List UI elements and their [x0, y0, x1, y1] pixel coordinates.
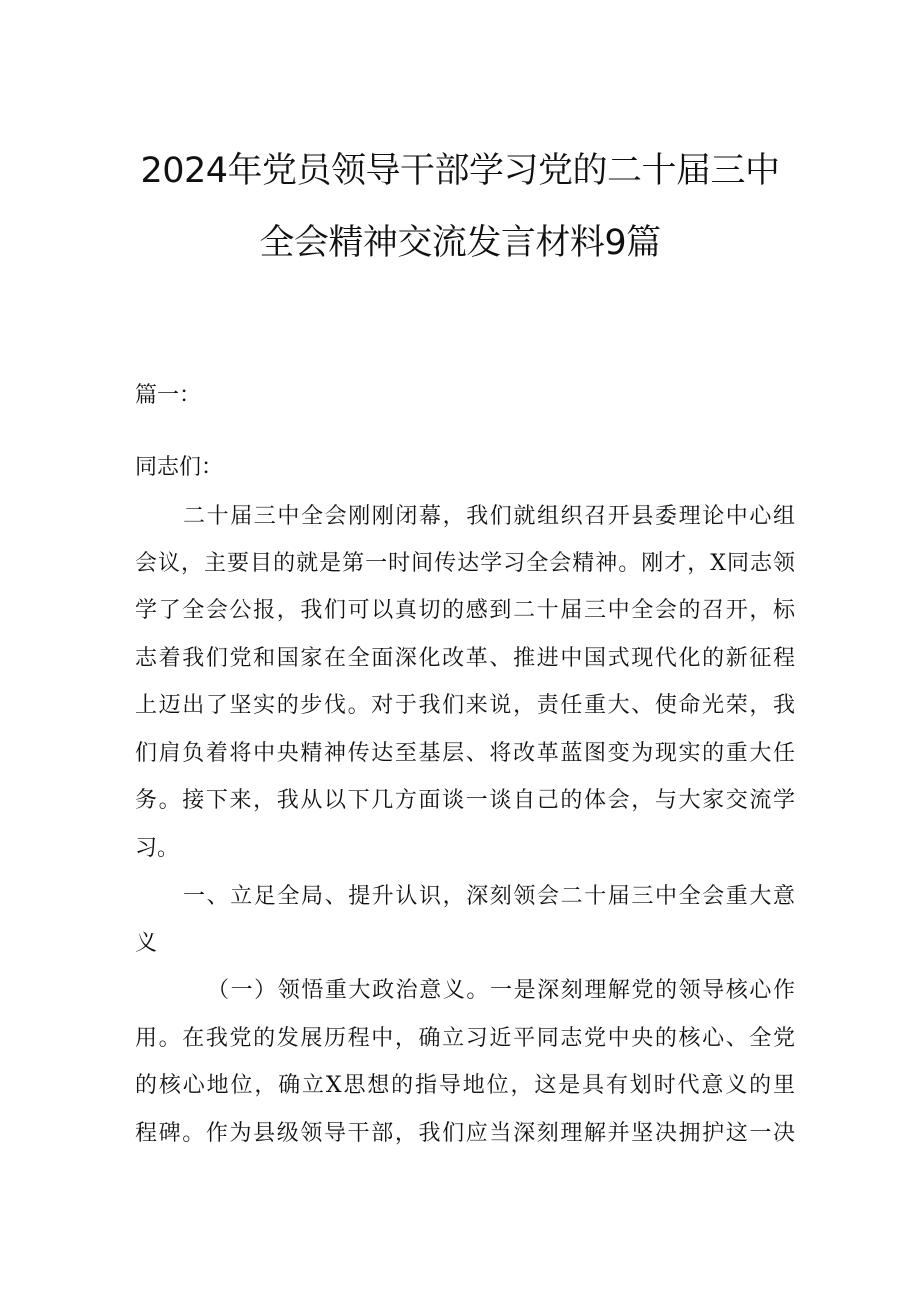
document-title-line-1: 2024年党员领导干部学习党的二十届三中: [140, 151, 780, 191]
paragraph-1-line: 务。接下来，我从以下几方面谈一谈自己的体会，与大家交流学: [135, 788, 795, 813]
paragraph-1-line: 会议，主要目的就是第一时间传达学习全会精神。刚才，X同志领: [135, 551, 795, 576]
paragraph-1-line: 二十届三中全会刚刚闭幕，我们就组织召开县委理论中心组: [183, 504, 795, 529]
section-label: 篇一：: [135, 383, 202, 408]
section-heading-line: 一、立足全局、提升认识，深刻领会二十届三中全会重大意: [183, 884, 795, 909]
document-title-line-2: 全会精神交流发言材料9篇: [259, 223, 661, 263]
paragraph-2-line: 用。在我党的发展历程中，确立习近平同志党中央的核心、全党: [135, 1026, 795, 1051]
paragraph-1-line: 习。: [135, 836, 180, 861]
paragraph-2-line: 程碑。作为县级领导干部，我们应当深刻理解并坚决拥护这一决: [135, 1121, 795, 1146]
section-heading-line: 义: [135, 931, 158, 956]
paragraph-1-line: 上迈出了坚实的步伐。对于我们来说，责任重大、使命光荣，我: [135, 693, 795, 718]
paragraph-1-line: 学了全会公报，我们可以真切的感到二十届三中全会的召开，标: [135, 598, 795, 623]
salutation: 同志们：: [135, 455, 224, 480]
paragraph-1-line: 志着我们党和国家在全面深化改革、推进中国式现代化的新征程: [135, 646, 795, 671]
paragraph-1-line: 们肩负着将中央精神传达至基层、将改革蓝图变为现实的重大任: [135, 741, 795, 766]
paragraph-2-line: 的核心地位，确立X思想的指导地位，这是具有划时代意义的里: [135, 1073, 795, 1098]
paragraph-2-line: （一）领悟重大政治意义。一是深刻理解党的领导核心作: [207, 978, 795, 1003]
